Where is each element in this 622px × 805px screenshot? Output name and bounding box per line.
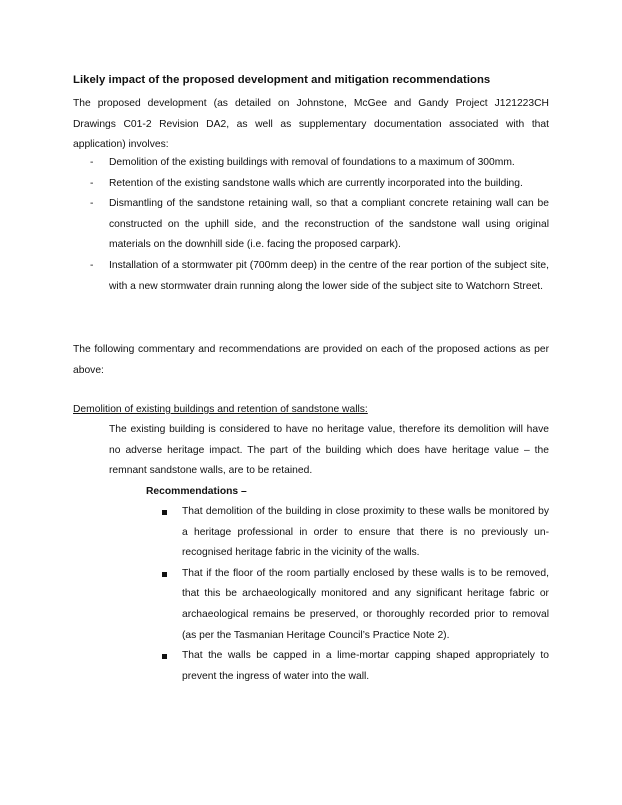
list-item-text: Demolition of the existing buildings with removal of foundations to a maximum of 300mm. [109,157,515,168]
list-item-text: That if the floor of the room partially enclosed by these walls is to be removed, that this be archaeologically monitored and any significant heritage fabric or archaeological remains be preserved, or thoroughly recorded prior to removal (as per the Tasmanian Heritage Council’s Practice Note 2). [182,567,549,641]
square-bullet-icon [162,572,167,577]
intro-paragraph: The proposed development (as detailed on Johnstone, McGee and Gandy Project J121223CH Drawings C01-2 Revision DA2, as well as supplementary documentation associated with that application) involves: [73,98,549,151]
section-heading: Likely impact of the proposed development and mitigation recommendations [73,74,491,86]
subsection-body: The existing building is considered to have no heritage value, therefore its demolition will have no adverse heritage impact. The part of the building which does have heritage value – the remnant sandstone walls, are to be retained. [109,424,549,477]
dash-bullet-icon: - [90,198,94,210]
list-item [146,564,549,646]
dash-bullet-icon: - [90,259,94,271]
dash-bullet-icon: - [90,177,94,189]
dash-bullet-icon: - [90,157,94,168]
list-item [146,646,549,687]
list-item-text: Dismantling of the sandstone retaining wall, so that a compliant concrete retaining wall can be constructed on the uphill side, and the reconstruction of the sandstone wall using original materials on the downhill side (i.e. facing the proposed carpark). [109,198,549,251]
square-bullet-icon [162,654,167,659]
list-item [73,153,549,174]
list-item [73,174,549,195]
commentary-paragraph: The following commentary and recommendations are provided on each of the proposed actions as per above: [73,344,549,376]
proposed-actions-list [73,153,549,297]
recommendations-title: Recommendations – [146,486,247,497]
list-item-text: Retention of the existing sandstone walls which are currently incorporated into the building. [109,177,523,189]
list-item-text: That the walls be capped in a lime-mortar capping shaped appropriately to prevent the ingress of water into the wall. [182,650,549,682]
list-item-text: That demolition of the building in close proximity to these walls be monitored by a heritage professional in order to ensure that there is no previously un-recognised heritage fabric in the vicinity of the walls. [182,506,549,559]
list-item [73,256,549,297]
list-item-text: Installation of a stormwater pit (700mm deep) in the centre of the rear portion of the subject site, with a new stormwater drain running along the lower side of the subject site to Watchorn Street. [109,259,549,292]
square-bullet-icon [162,510,167,515]
list-item [73,194,549,256]
recommendations-list [146,502,549,687]
list-item [146,502,549,564]
subsection-title: Demolition of existing buildings and retention of sandstone walls: [73,404,368,415]
